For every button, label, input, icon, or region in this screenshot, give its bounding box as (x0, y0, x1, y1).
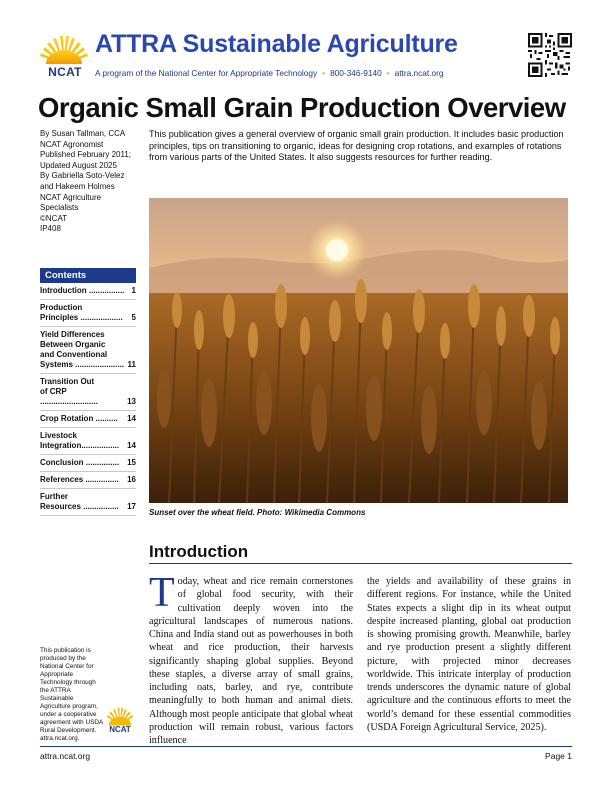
byline-line: By Susan Tallman, CCA (40, 129, 126, 138)
toc-item[interactable] (40, 411, 136, 428)
page-number: Page 1 (545, 751, 572, 761)
byline-line: Updated August 2025 (40, 160, 117, 170)
wheat-sunset-image (149, 198, 568, 503)
body-column-2 (367, 575, 571, 734)
body-column-1 (149, 570, 353, 747)
toc-item-page: 14 (127, 414, 136, 423)
toc-item-page: 13 (127, 397, 136, 406)
photo-caption: Sunset over the wheat field. Photo: Wikimedia Commons (149, 508, 366, 517)
toc-item-label: Conclusion ............... (40, 458, 120, 467)
program-note: This publication is produced by the National Center for Appropriate Technology through the ATTRA Sustainable Agriculture program, under a cooperative agreement with USDA Rural Development. attra.ncat.org. (40, 647, 103, 742)
drop-cap: T (149, 570, 175, 616)
table-of-contents (40, 268, 136, 516)
byline-line: ©NCAT (40, 213, 68, 223)
program-text: A program of the National Center for Appropriate Technology (95, 68, 318, 78)
toc-item[interactable] (40, 327, 136, 374)
toc-item-page: 11 (127, 360, 136, 369)
toc-item-label: Livestock Integration................. (40, 431, 120, 450)
toc-item[interactable] (40, 489, 136, 516)
toc-item-page: 16 (127, 475, 136, 484)
footer-website[interactable]: attra.ncat.org (40, 751, 91, 761)
toc-item-label: Introduction ................ (40, 286, 125, 295)
toc-item-label: Yield Differences Between Organic and Conventional Systems ...................... (40, 330, 125, 369)
document-title: Organic Small Grain Production Overview (38, 92, 566, 123)
summary-paragraph: This publication gives a general overview of organic small grain production. It includes basic production principles, tips on transitioning to organic, ideas for designing crop rotations, and examples of rotations from various parts of the United States. It also suggests resources for further reading. (149, 129, 564, 163)
toc-item-label: Production Principles ................... (40, 303, 123, 322)
separator-dot: • (322, 68, 326, 78)
body-text: oday, wheat and rice remain cornerstones of global food security, with their cultivation deeply woven into the agricultural landscapes of numerous nations. China and India stand out as powerhouses in both wheat and rice production, their harvests significantly shaping global supplies. Beyond these staples, a diverse array of small grains, including oats, barley, and rye, contribute meaningfully to both human and animal diets. Although most people anticipate that global wheat production will remain robust, various factors influence (149, 576, 353, 746)
toc-item-label: Further Resources ................ (40, 492, 119, 511)
toc-item[interactable] (40, 374, 136, 411)
toc-item-label: Transition Out of CRP .......................... (40, 377, 98, 406)
toc-item[interactable] (40, 472, 136, 489)
byline-line: By Gabriella Soto-Velez (40, 171, 125, 181)
separator-dot: • (386, 68, 390, 78)
footer-divider (40, 746, 572, 747)
byline-line: Published February 2011; (40, 150, 132, 160)
section-divider (149, 563, 572, 564)
author-byline (40, 129, 140, 235)
byline-line: and Hakeem Holmes (40, 181, 115, 191)
brand-subtitle (95, 68, 444, 78)
wheat-field-photo (149, 198, 568, 503)
toc-item-page: 17 (127, 502, 136, 511)
toc-item-page: 14 (127, 441, 136, 450)
byline-line: NCAT Agronomist (40, 139, 104, 149)
toc-item-label: Crop Rotation .......... (40, 414, 118, 423)
byline-line: Specialists (40, 203, 79, 213)
qr-code-icon[interactable] (528, 33, 572, 77)
ncat-logo (38, 36, 90, 82)
toc-item-page: 15 (127, 458, 136, 467)
byline-line: NCAT Agriculture (40, 192, 102, 202)
toc-item[interactable] (40, 283, 136, 300)
contents-heading: Contents (40, 268, 136, 283)
toc-item[interactable] (40, 300, 136, 327)
website-link[interactable]: attra.ncat.org (394, 68, 444, 78)
byline-line: IP408 (40, 224, 61, 234)
logo-text: NCAT (109, 725, 131, 734)
toc-item[interactable] (40, 428, 136, 455)
body-text: the yields and availability of these grains in different regions. For instance, while the United States expects a slight dip in its wheat output despite increased planting, global oat production is showing promising growth. Meanwhile, barley and rye production present a slightly different picture, with projected minor decreases worldwide. This intricate interplay of production trends underscores the dynamic nature of global agriculture and the continuous efforts to meet the world’s demand for these essential commodities (USDA Foreign Agricultural Service, 2025). (367, 576, 571, 733)
toc-item-page: 1 (131, 286, 136, 295)
toc-item[interactable] (40, 455, 136, 472)
sunburst-icon (38, 36, 90, 68)
phone-number: 800-346-9140 (330, 68, 382, 78)
brand-title: ATTRA Sustainable Agriculture (95, 30, 458, 58)
toc-item-label: References ............... (40, 475, 119, 484)
logo-text: NCAT (48, 65, 82, 79)
ncat-logo-small (103, 708, 137, 738)
toc-item-page: 5 (131, 313, 136, 322)
section-heading-introduction: Introduction (149, 542, 249, 561)
